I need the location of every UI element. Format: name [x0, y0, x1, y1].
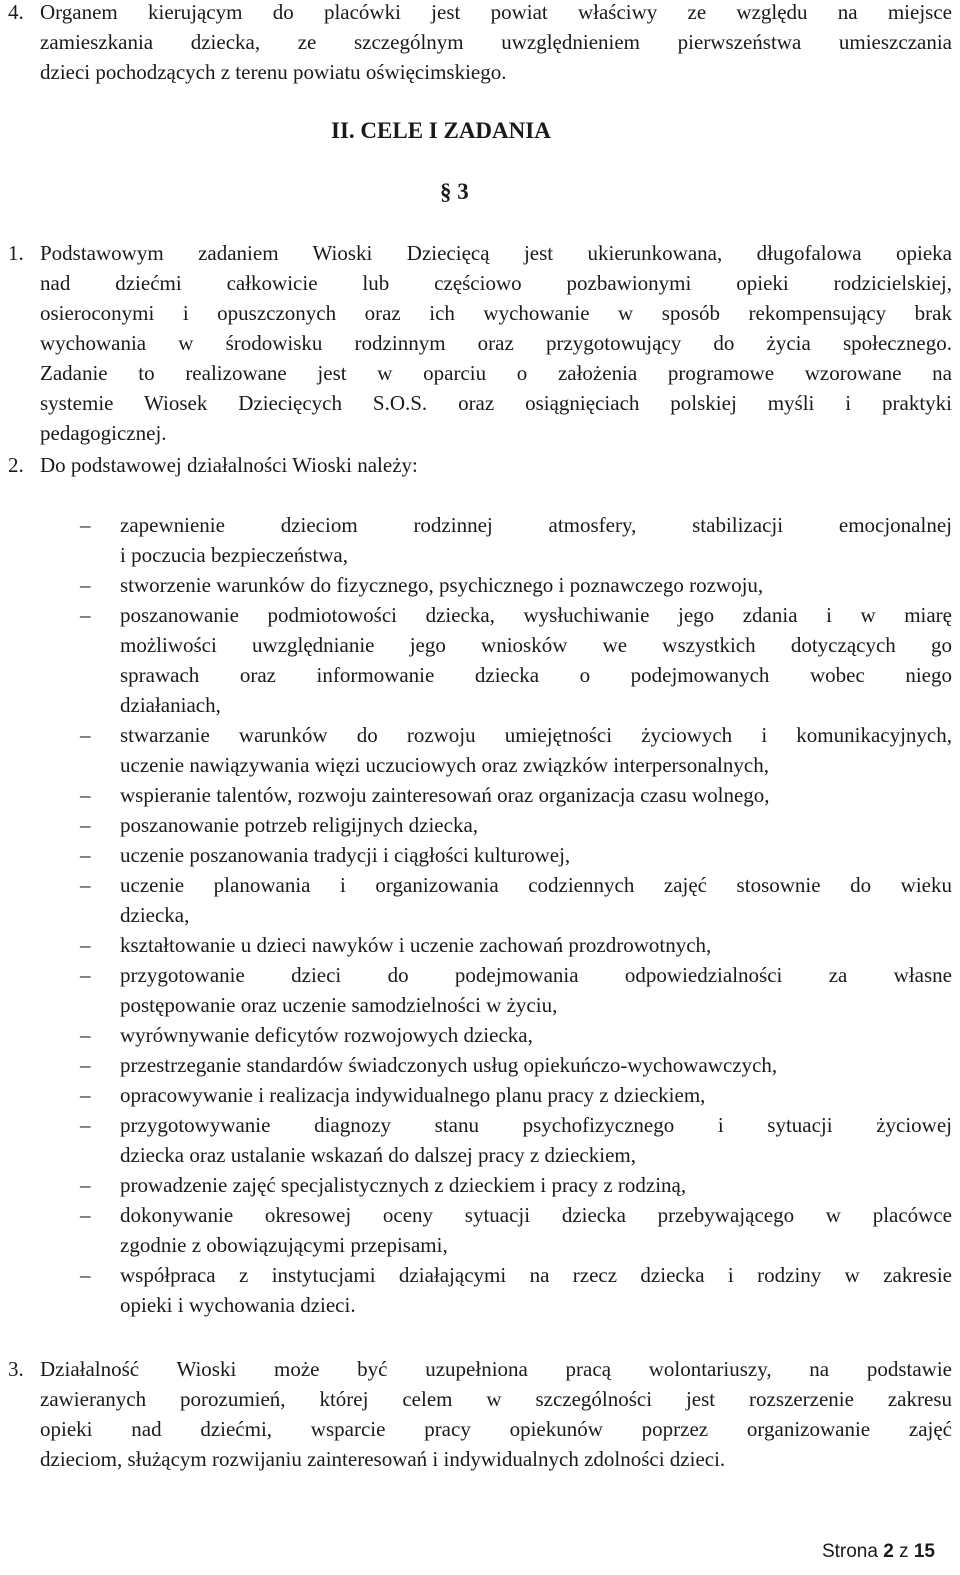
bullet-line: wspieranie talentów, rozwoju zainteresowań oraz organizacja czasu wolnego, — [120, 783, 770, 807]
bullet-line: prowadzenie zajęć specjalistycznych z dzieckiem i pracy z rodziną, — [120, 1173, 687, 1197]
footer-page: 2 — [883, 1541, 894, 1562]
bullet-line: uczenie nawiązywania więzi uczuciowych oraz związków interpersonalnych, — [120, 753, 769, 777]
paragraph-line: opieki nad dziećmi, wsparcie pracy opiekunów poprzez organizowanie zajęć — [40, 1417, 952, 1441]
bullet-line: uczenie planowania i organizowania codziennych zajęć stosownie do wieku — [120, 873, 952, 897]
bullet-line: sprawach oraz informowanie dziecka o podejmowanych wobec niego — [120, 663, 952, 687]
bullet-dash: – — [80, 513, 91, 537]
item-number: 4. — [8, 0, 24, 24]
bullet-line: przestrzeganie standardów świadczonych usług opiekuńczo-wychowawczych, — [120, 1053, 778, 1077]
bullet-dash: – — [80, 873, 91, 897]
bullet-line: zapewnienie dzieciom rodzinnej atmosfery, stabilizacji emocjonalnej — [120, 513, 952, 537]
page-footer — [822, 1541, 935, 1563]
footer-of: z — [899, 1541, 909, 1562]
bullet-dash: – — [80, 1113, 91, 1137]
paragraph-line: Działalność Wioski może być uzupełniona pracą wolontariuszy, na podstawie — [40, 1357, 952, 1381]
paragraph-line: zamieszkania dziecka, ze szczególnym uwzględnieniem pierwszeństwa umieszczania — [40, 30, 952, 54]
paragraph-line: pedagogicznej. — [40, 421, 167, 445]
paragraph-line: wychowania w środowisku rodzinnym oraz przygotowujący do życia społecznego. — [40, 331, 952, 355]
bullet-line: dokonywanie okresowej oceny sytuacji dziecka przebywającego w placówce — [120, 1203, 952, 1227]
bullet-dash: – — [80, 1053, 91, 1077]
paragraph-line: dzieciom, służącym rozwijaniu zainteresowań i indywidualnych zdolności dzieci. — [40, 1447, 726, 1471]
bullet-line: współpraca z instytucjami działającymi na rzecz dziecka i rodziny w zakresie — [120, 1263, 952, 1287]
paragraph-line: dzieci pochodzących z terenu powiatu oświęcimskiego. — [40, 60, 507, 84]
bullet-line: kształtowanie u dzieci nawyków i uczenie zachowań prozdrowotnych, — [120, 933, 712, 957]
bullet-line: możliwości uwzględnianie jego wniosków we wszystkich dotyczących go — [120, 633, 952, 657]
bullet-dash: – — [80, 843, 91, 867]
paragraph-line: Podstawowym zadaniem Wioski Dziecięcą jest ukierunkowana, długofalowa opieka — [40, 241, 952, 265]
paragraph-line: osieroconymi i opuszczonych oraz ich wychowanie w sposób rekompensujący brak — [40, 301, 952, 325]
item-2-intro: Do podstawowej działalności Wioski należy: — [40, 453, 418, 477]
bullet-dash: – — [80, 783, 91, 807]
bullet-dash: – — [80, 933, 91, 957]
item-number: 3. — [8, 1357, 24, 1381]
bullet-line: wyrównywanie deficytów rozwojowych dziecka, — [120, 1023, 533, 1047]
paragraph-line: nad dziećmi całkowicie lub częściowo pozbawionymi opieki rodzicielskiej, — [40, 271, 952, 295]
bullet-line: przygotowanie dzieci do podejmowania odpowiedzialności za własne — [120, 963, 952, 987]
bullet-dash: – — [80, 1083, 91, 1107]
bullet-dash: – — [80, 603, 91, 627]
bullet-line: działaniach, — [120, 693, 221, 717]
bullet-line: poszanowanie potrzeb religijnych dziecka, — [120, 813, 479, 837]
bullet-dash: – — [80, 1263, 91, 1287]
bullet-line: poszanowanie podmiotowości dziecka, wysłuchiwanie jego zdania i w miarę — [120, 603, 952, 627]
bullet-line: stworzenie warunków do fizycznego, psychicznego i poznawczego rozwoju, — [120, 573, 764, 597]
bullet-line: uczenie poszanowania tradycji i ciągłości kulturowej, — [120, 843, 571, 867]
paragraph-line: Organem kierującym do placówki jest powiat właściwy ze względu na miejsce — [40, 0, 952, 24]
footer-total: 15 — [913, 1541, 935, 1562]
bullet-line: opracowywanie i realizacja indywidualnego planu pracy z dzieckiem, — [120, 1083, 706, 1107]
bullet-dash: – — [80, 1023, 91, 1047]
bullet-line: przygotowywanie diagnozy stanu psychofizycznego i sytuacji życiowej — [120, 1113, 952, 1137]
bullet-dash: – — [80, 813, 91, 837]
item-number: 1. — [8, 241, 24, 265]
paragraph-line: systemie Wiosek Dziecięcych S.O.S. oraz osiągnięciach polskiej myśli i praktyki — [40, 391, 952, 415]
paragraph-line: zawieranych porozumień, której celem w szczególności jest rozszerzenie zakresu — [40, 1387, 952, 1411]
bullet-dash: – — [80, 1173, 91, 1197]
section-heading: II. CELE I ZADANIA — [331, 118, 551, 143]
bullet-line: opieki i wychowania dzieci. — [120, 1293, 356, 1317]
footer-label: Strona — [821, 1541, 878, 1562]
bullet-line: i poczucia bezpieczeństwa, — [120, 543, 348, 567]
bullet-line: postępowanie oraz uczenie samodzielności w życiu, — [120, 993, 558, 1017]
bullet-line: dziecka, — [120, 903, 190, 927]
paragraph-line: Zadanie to realizowane jest w oparciu o założenia programowe wzorowane na — [40, 361, 952, 385]
bullet-line: zgodnie z obowiązującymi przepisami, — [120, 1233, 448, 1257]
bullet-line: stwarzanie warunków do rozwoju umiejętności życiowych i komunikacyjnych, — [120, 723, 952, 747]
paragraph-mark: § 3 — [440, 179, 469, 204]
bullet-dash: – — [80, 723, 91, 747]
bullet-dash: – — [80, 1203, 91, 1227]
bullet-dash: – — [80, 963, 91, 987]
bullet-dash: – — [80, 573, 91, 597]
bullet-line: dziecka oraz ustalanie wskazań do dalszej pracy z dzieckiem, — [120, 1143, 636, 1167]
item-number: 2. — [8, 453, 24, 477]
